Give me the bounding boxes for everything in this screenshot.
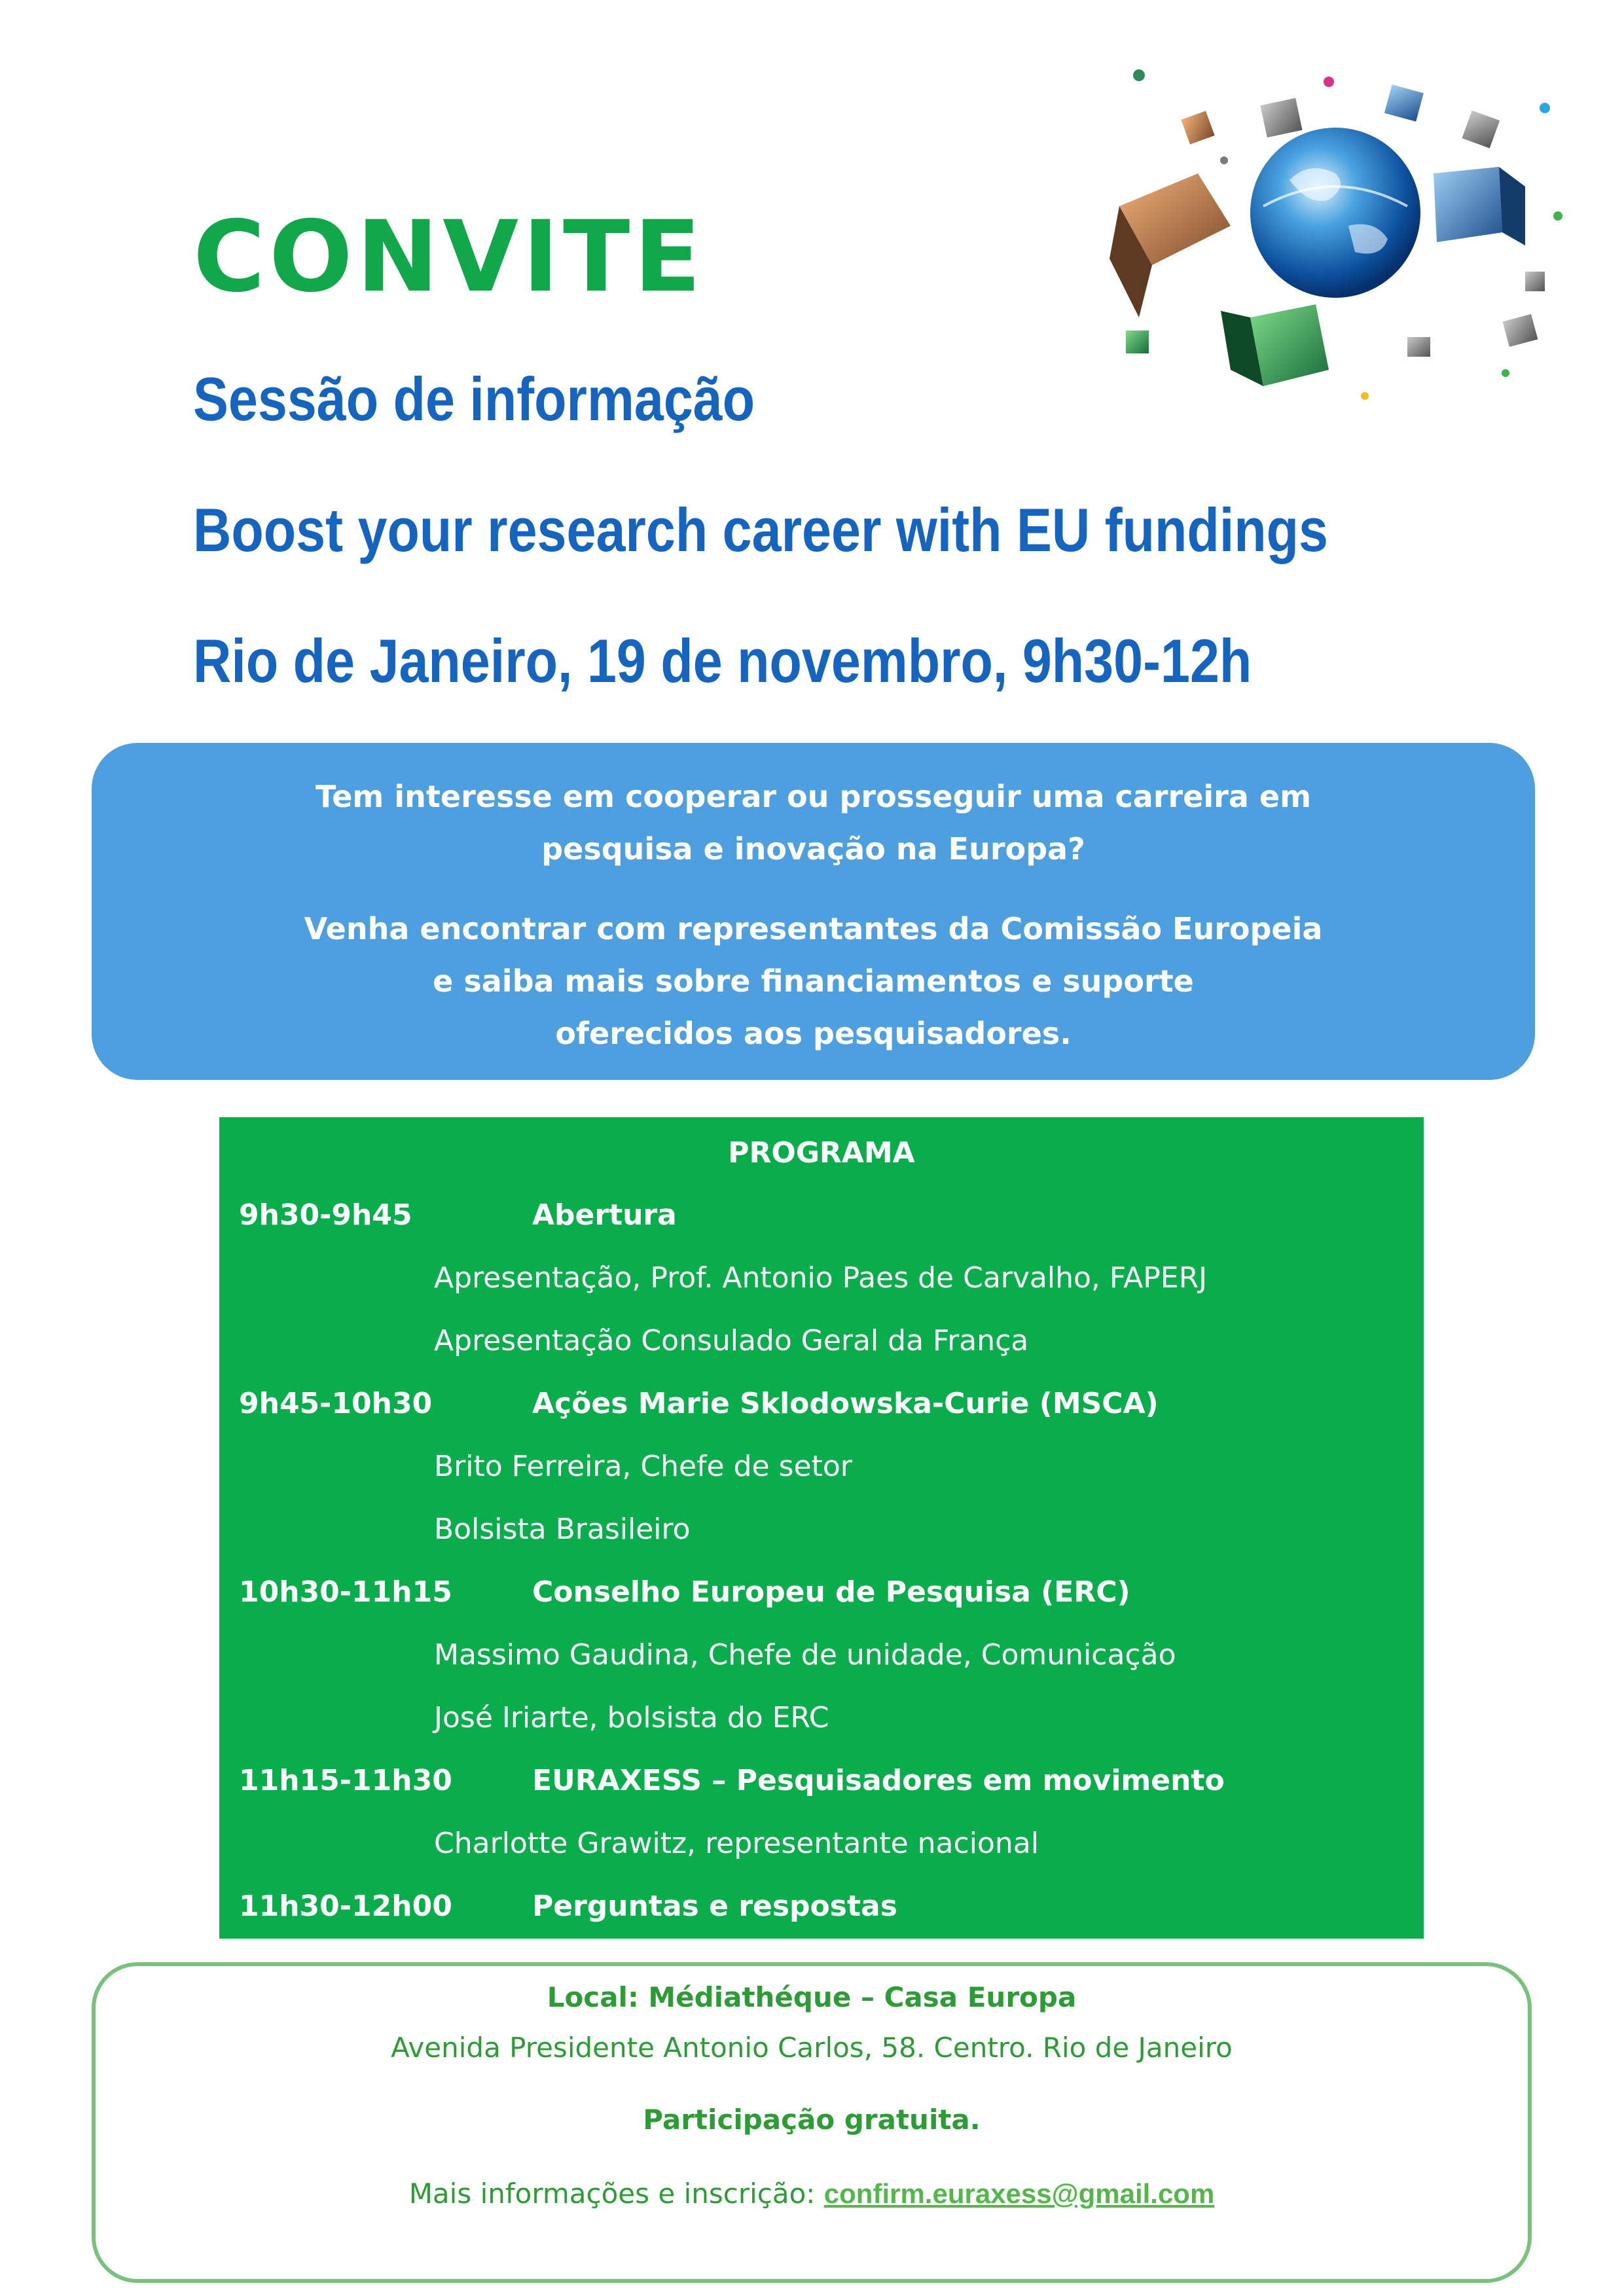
- program-box: [219, 1117, 1424, 1939]
- session-heading: Sessão de informação: [193, 365, 755, 433]
- program-detail-row: [219, 1507, 1424, 1570]
- registration-email-link[interactable]: confirm.euraxess@gmail.com: [823, 2178, 1215, 2209]
- intro-question: [92, 743, 1535, 875]
- program-session-row: [219, 1381, 1424, 1444]
- session-time: 10h30-11h15: [239, 1575, 452, 1609]
- globe-cubes-illustration: [1100, 56, 1571, 422]
- session-title: Abertura: [532, 1198, 677, 1232]
- location-title: Local: Médiathéque – Casa Europa: [547, 1981, 1077, 2013]
- event-subtitle: Boost your research career with EU fundings: [193, 495, 1329, 564]
- session-detail: Bolsista Brasileiro: [434, 1513, 691, 1546]
- photo-cube-icon: [1110, 173, 1231, 317]
- intro-box: [92, 743, 1535, 1080]
- session-title: EURAXESS – Pesquisadores em movimento: [532, 1764, 1225, 1797]
- session-time: 11h30-12h00: [239, 1890, 452, 1923]
- session-title: Conselho Europeu de Pesquisa (ERC): [532, 1575, 1130, 1609]
- program-session-row: [219, 1193, 1424, 1255]
- session-detail: Apresentação, Prof. Antonio Paes de Carvalho, FAPERJ: [434, 1261, 1208, 1295]
- program-detail-row: [219, 1821, 1424, 1884]
- session-detail: Charlotte Grawitz, representante nacional: [434, 1827, 1039, 1860]
- green-cube-icon: [1221, 304, 1329, 386]
- program-title: PROGRAMA: [728, 1136, 915, 1170]
- free-participation: Participação gratuita.: [643, 2104, 981, 2136]
- session-detail: Massimo Gaudina, Chefe de unidade, Comunicação: [434, 1638, 1176, 1672]
- blue-cube-icon: [1434, 167, 1525, 245]
- program-detail-row: [219, 1444, 1424, 1507]
- intro-invitation-line: e saiba mais sobre financiamentos e suporte: [433, 963, 1194, 999]
- program-detail-row: [219, 1255, 1424, 1318]
- intro-invitation-line: oferecidos aos pesquisadores.: [555, 1016, 1072, 1051]
- program-session-row: [219, 1884, 1424, 1946]
- event-date-location: Rio de Janeiro, 19 de novembro, 9h30-12h: [193, 626, 1252, 695]
- intro-invitation-line: Venha encontrar com representantes da Comissão Europeia: [304, 911, 1323, 946]
- session-detail: Apresentação Consulado Geral da França: [434, 1324, 1029, 1357]
- registration-info: [96, 2174, 1528, 2214]
- session-detail: Brito Ferreira, Chefe de setor: [434, 1450, 852, 1483]
- program-detail-row: [219, 1695, 1424, 1758]
- session-time: 9h30-9h45: [239, 1198, 412, 1232]
- session-time: 9h45-10h30: [239, 1387, 433, 1420]
- intro-question-line: Tem interesse em cooperar ou prosseguir uma carreira em: [315, 779, 1312, 814]
- session-title: Ações Marie Sklodowska-Curie (MSCA): [532, 1387, 1159, 1420]
- session-time: 11h15-11h30: [239, 1764, 452, 1797]
- location-box: [92, 1962, 1532, 2283]
- program-session-row: [219, 1570, 1424, 1632]
- intro-question-line: pesquisa e inovação na Europa?: [541, 831, 1085, 867]
- program-session-row: [219, 1758, 1424, 1821]
- session-title: Perguntas e respostas: [532, 1890, 897, 1923]
- intro-invitation: [92, 875, 1535, 1060]
- registration-label: Mais informações e inscrição:: [408, 2178, 824, 2210]
- location-address: Avenida Presidente Antonio Carlos, 58. Centro. Rio de Janeiro: [391, 2032, 1233, 2064]
- invite-title: CONVITE: [193, 200, 705, 314]
- globe-icon: [1250, 128, 1420, 298]
- session-detail: José Iriarte, bolsista do ERC: [434, 1701, 829, 1734]
- program-detail-row: [219, 1318, 1424, 1381]
- program-detail-row: [219, 1632, 1424, 1695]
